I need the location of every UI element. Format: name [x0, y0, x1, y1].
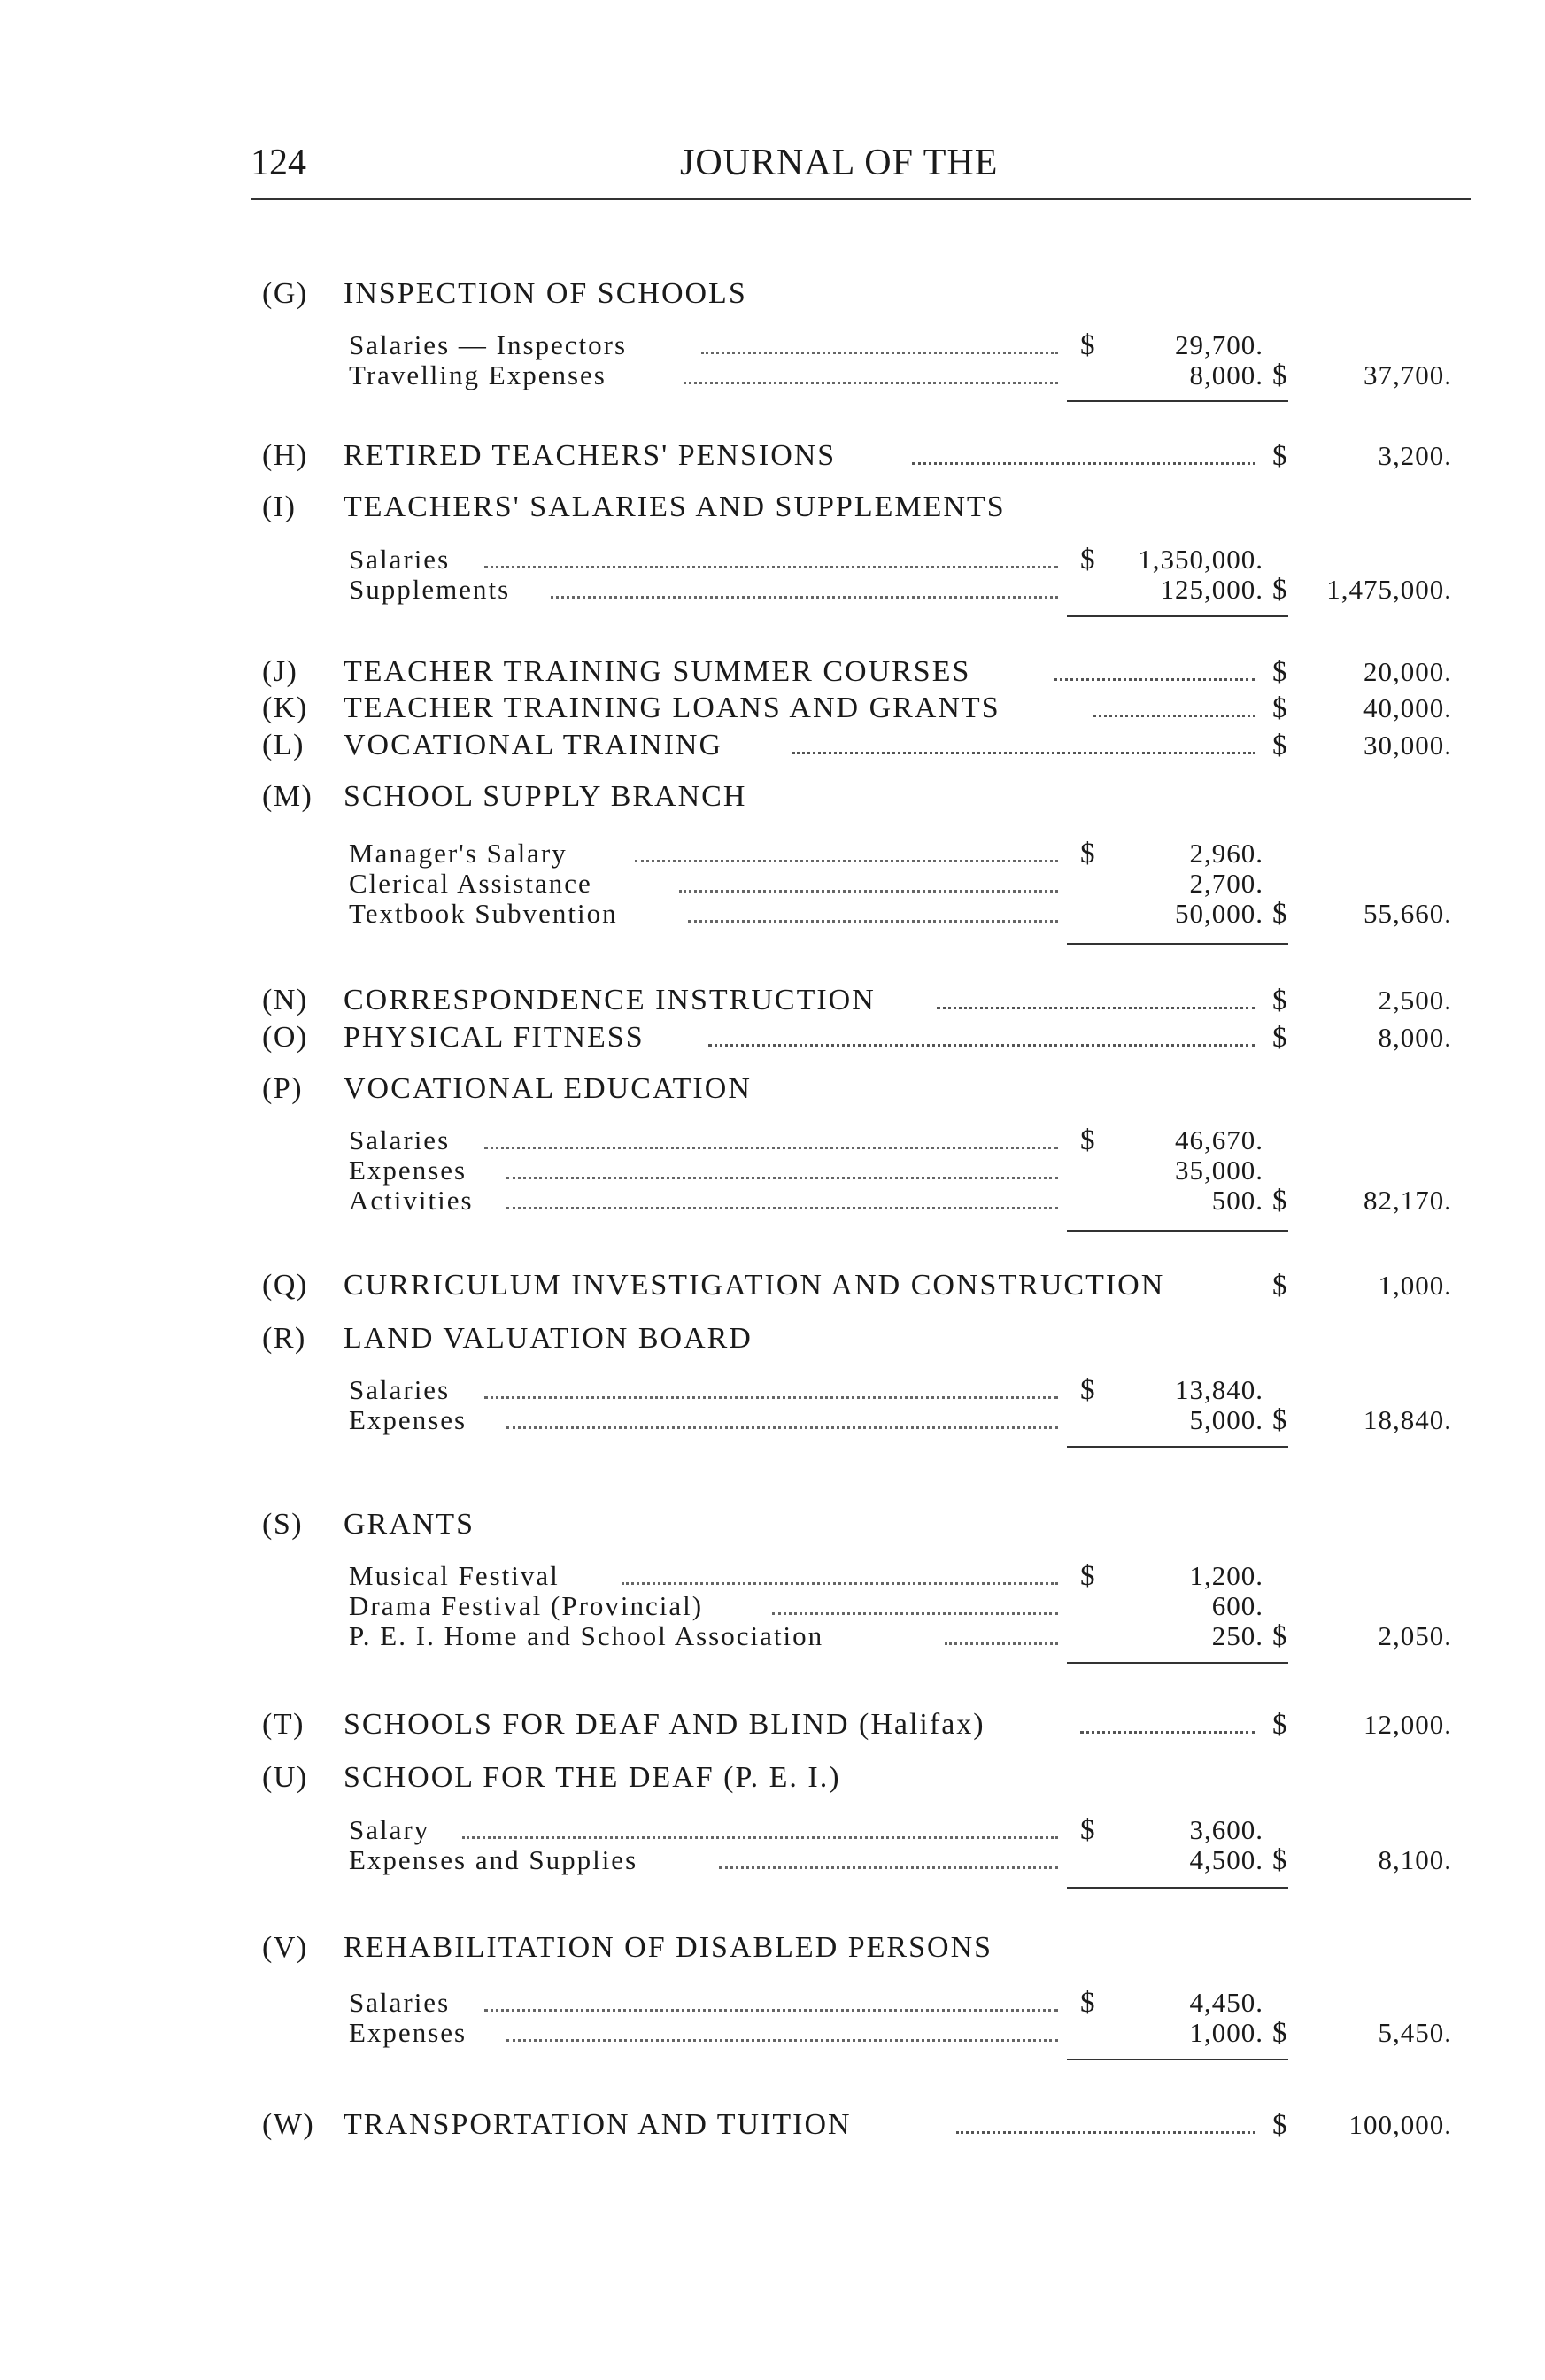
dollar-sign: $ — [1272, 2109, 1287, 2141]
line-item — [0, 1183, 1545, 1218]
dollar-sign: $ — [1080, 1987, 1095, 2019]
dollar-sign: $ — [1272, 1185, 1287, 1217]
item-name: Travelling Expenses — [349, 359, 606, 390]
line-item — [0, 1402, 1545, 1438]
dollar-sign: $ — [1272, 898, 1287, 930]
section-header-row — [0, 1020, 1545, 1055]
dollar-sign: $ — [1080, 1560, 1095, 1592]
section-total: 3,200. — [1378, 440, 1452, 471]
section-title: INSPECTION OF SCHOOLS — [344, 277, 747, 310]
section-header-row — [0, 1268, 1545, 1303]
line-item — [0, 896, 1545, 931]
item-name: Musical Festival — [349, 1560, 560, 1591]
item-amount: 1,200. — [1189, 1560, 1263, 1591]
section-total: 40,000. — [1363, 692, 1452, 723]
section-label: (N) — [262, 984, 308, 1016]
section-total: 55,660. — [1363, 898, 1452, 929]
item-amount: 4,500. — [1189, 1844, 1263, 1875]
dollar-sign: $ — [1272, 1404, 1287, 1436]
dot-leader — [506, 1183, 1058, 1209]
line-item — [0, 1619, 1545, 1654]
running-head: JOURNAL OF THE — [680, 143, 999, 183]
section-total: 2,050. — [1378, 1620, 1452, 1651]
item-amount: 1,350,000. — [1138, 544, 1263, 575]
dollar-sign: $ — [1272, 692, 1287, 724]
item-amount: 29,700. — [1175, 329, 1263, 360]
item-name: Manager's Salary — [349, 838, 568, 869]
section-title: PHYSICAL FITNESS — [344, 1021, 645, 1054]
section-label: (O) — [262, 1021, 308, 1054]
dollar-sign: $ — [1272, 440, 1287, 472]
dollar-sign: $ — [1272, 574, 1287, 606]
item-amount: 50,000. — [1175, 898, 1263, 929]
line-item — [0, 572, 1545, 607]
section-total: 1,000. — [1378, 1270, 1452, 1301]
dot-leader — [912, 438, 1255, 465]
item-amount: 5,000. — [1189, 1404, 1263, 1435]
dot-leader — [1093, 691, 1255, 717]
section-title: CORRESPONDENCE INSTRUCTION — [344, 984, 876, 1016]
section-title: GRANTS — [344, 1508, 475, 1541]
section-title: TEACHERS' SALARIES AND SUPPLEMENTS — [344, 491, 1006, 523]
item-amount: 600. — [1211, 1590, 1263, 1621]
section-title: CURRICULUM INVESTIGATION AND CONSTRUCTION — [344, 1269, 1165, 1302]
section-title: SCHOOL FOR THE DEAF (P. E. I.) — [344, 1761, 841, 1794]
section-header-row — [0, 1321, 1545, 1356]
section-header-row — [0, 1760, 1545, 1796]
page-number: 124 — [251, 143, 306, 183]
section-total: 1,475,000. — [1326, 574, 1452, 605]
dot-leader — [506, 2015, 1058, 2042]
dollar-sign: $ — [1080, 1374, 1095, 1406]
subtotal-rule — [1067, 1662, 1288, 1664]
dollar-sign: $ — [1080, 1124, 1095, 1156]
section-title: TEACHER TRAINING SUMMER COURSES — [344, 655, 971, 688]
item-name: Textbook Subvention — [349, 898, 618, 929]
section-title: VOCATIONAL EDUCATION — [344, 1072, 752, 1105]
dot-leader — [684, 358, 1058, 384]
section-header-row — [0, 983, 1545, 1018]
dot-leader — [708, 1020, 1255, 1047]
section-title: VOCATIONAL TRAINING — [344, 729, 723, 761]
section-header-row — [0, 490, 1545, 525]
item-name: Salaries — [349, 1374, 451, 1405]
section-title: SCHOOL SUPPLY BRANCH — [344, 780, 747, 813]
dot-leader — [1054, 654, 1255, 681]
dot-leader — [462, 1812, 1058, 1839]
item-amount: 3,600. — [1189, 1814, 1263, 1845]
dollar-sign: $ — [1272, 359, 1287, 391]
item-name: Expenses — [349, 1155, 467, 1186]
dot-leader — [506, 1153, 1058, 1179]
item-amount: 125,000. — [1160, 574, 1263, 605]
dot-leader — [792, 728, 1255, 754]
item-amount: 2,960. — [1189, 838, 1263, 869]
dollar-sign: $ — [1272, 1844, 1287, 1876]
line-item — [0, 2015, 1545, 2051]
item-amount: 500. — [1211, 1185, 1263, 1216]
section-label: (G) — [262, 277, 308, 310]
section-total: 8,100. — [1378, 1844, 1452, 1875]
item-amount: 46,670. — [1175, 1124, 1263, 1155]
item-name: Drama Festival (Provincial) — [349, 1590, 704, 1621]
item-name: Clerical Assistance — [349, 868, 592, 899]
section-title: TRANSPORTATION AND TUITION — [344, 2108, 852, 2141]
dollar-sign: $ — [1272, 985, 1287, 1016]
item-amount: 250. — [1211, 1620, 1263, 1651]
dot-leader — [945, 1619, 1058, 1645]
dollar-sign: $ — [1272, 1022, 1287, 1054]
section-total: 37,700. — [1363, 359, 1452, 390]
section-title: SCHOOLS FOR DEAF AND BLIND (Halifax) — [344, 1708, 985, 1741]
item-name: Salaries — [349, 1987, 451, 2018]
subtotal-rule — [1067, 1887, 1288, 1889]
dot-leader — [506, 1402, 1058, 1429]
section-label: (H) — [262, 439, 308, 472]
dollar-sign: $ — [1272, 730, 1287, 761]
dollar-sign: $ — [1272, 1709, 1287, 1741]
item-name: Salaries — [349, 1124, 451, 1155]
section-total: 5,450. — [1378, 2017, 1452, 2048]
section-label: (J) — [262, 655, 298, 688]
section-header-row — [0, 2107, 1545, 2143]
section-header-row — [0, 1071, 1545, 1107]
subtotal-rule — [1067, 400, 1288, 402]
dot-leader — [484, 542, 1058, 568]
section-label: (U) — [262, 1761, 308, 1794]
item-amount: 2,700. — [1189, 868, 1263, 899]
dot-leader — [719, 1843, 1058, 1869]
item-name: Expenses — [349, 2017, 467, 2048]
dollar-sign: $ — [1272, 656, 1287, 688]
dollar-sign: $ — [1080, 329, 1095, 361]
section-label: (M) — [262, 780, 313, 813]
section-total: 12,000. — [1363, 1709, 1452, 1740]
section-total: 8,000. — [1378, 1022, 1452, 1053]
section-label: (Q) — [262, 1269, 308, 1302]
section-title: TEACHER TRAINING LOANS AND GRANTS — [344, 692, 1000, 724]
section-total: 18,840. — [1363, 1404, 1452, 1435]
dot-leader — [635, 836, 1058, 862]
section-header-row — [0, 779, 1545, 815]
item-amount: 35,000. — [1175, 1155, 1263, 1186]
dot-leader — [701, 328, 1058, 354]
item-name: Expenses and Supplies — [349, 1844, 638, 1875]
dollar-sign: $ — [1272, 2017, 1287, 2049]
dollar-sign: $ — [1080, 838, 1095, 869]
dot-leader — [1080, 1707, 1255, 1734]
dot-leader — [622, 1558, 1058, 1585]
dollar-sign: $ — [1272, 1270, 1287, 1302]
item-amount: 8,000. — [1189, 359, 1263, 390]
dot-leader — [937, 983, 1255, 1009]
section-header-row — [0, 1707, 1545, 1742]
dollar-sign: $ — [1080, 1814, 1095, 1846]
item-name: Activities — [349, 1185, 474, 1216]
section-total: 30,000. — [1363, 730, 1452, 761]
item-name: P. E. I. Home and School Association — [349, 1620, 824, 1651]
section-header-row — [0, 1930, 1545, 1966]
dot-leader — [484, 1123, 1058, 1149]
item-name: Salaries — [349, 544, 451, 575]
section-label: (P) — [262, 1072, 304, 1105]
section-label: (S) — [262, 1508, 304, 1541]
item-amount: 1,000. — [1189, 2017, 1263, 2048]
section-title: RETIRED TEACHERS' PENSIONS — [344, 439, 837, 472]
item-name: Salaries — Inspectors — [349, 329, 628, 360]
section-header-row — [0, 654, 1545, 690]
dollar-sign: $ — [1272, 1620, 1287, 1652]
section-label: (W) — [262, 2108, 315, 2141]
section-label: (I) — [262, 491, 297, 523]
dot-leader — [484, 1985, 1058, 2012]
section-label: (T) — [262, 1708, 305, 1741]
item-amount: 13,840. — [1175, 1374, 1263, 1405]
section-label: (V) — [262, 1931, 308, 1964]
section-total: 20,000. — [1363, 656, 1452, 687]
subtotal-rule — [1067, 2059, 1288, 2060]
item-name: Salary — [349, 1814, 430, 1845]
item-name: Supplements — [349, 574, 511, 605]
dot-leader — [551, 572, 1058, 599]
dot-leader — [484, 1372, 1058, 1399]
line-item — [0, 1843, 1545, 1878]
section-header-row — [0, 438, 1545, 474]
dot-leader — [679, 866, 1058, 892]
item-amount: 4,450. — [1189, 1987, 1263, 2018]
dollar-sign: $ — [1080, 544, 1095, 576]
subtotal-rule — [1067, 615, 1288, 617]
subtotal-rule — [1067, 1230, 1288, 1232]
section-label: (K) — [262, 692, 308, 724]
section-header-row — [0, 728, 1545, 763]
section-total: 2,500. — [1378, 985, 1452, 1016]
section-title: LAND VALUATION BOARD — [344, 1322, 753, 1355]
section-header-row — [0, 1507, 1545, 1542]
line-item — [0, 358, 1545, 393]
dot-leader — [956, 2107, 1255, 2134]
header-rule — [251, 198, 1471, 200]
subtotal-rule — [1067, 943, 1288, 945]
subtotal-rule — [1067, 1446, 1288, 1448]
section-total: 100,000. — [1348, 2109, 1452, 2140]
section-label: (R) — [262, 1322, 306, 1355]
section-label: (L) — [262, 729, 305, 761]
dot-leader — [688, 896, 1058, 923]
dot-leader — [772, 1588, 1058, 1615]
page-header — [251, 140, 1468, 193]
section-header-row — [0, 691, 1545, 726]
section-title: REHABILITATION OF DISABLED PERSONS — [344, 1931, 993, 1964]
item-name: Expenses — [349, 1404, 467, 1435]
section-total: 82,170. — [1363, 1185, 1452, 1216]
section-header-row — [0, 276, 1545, 312]
